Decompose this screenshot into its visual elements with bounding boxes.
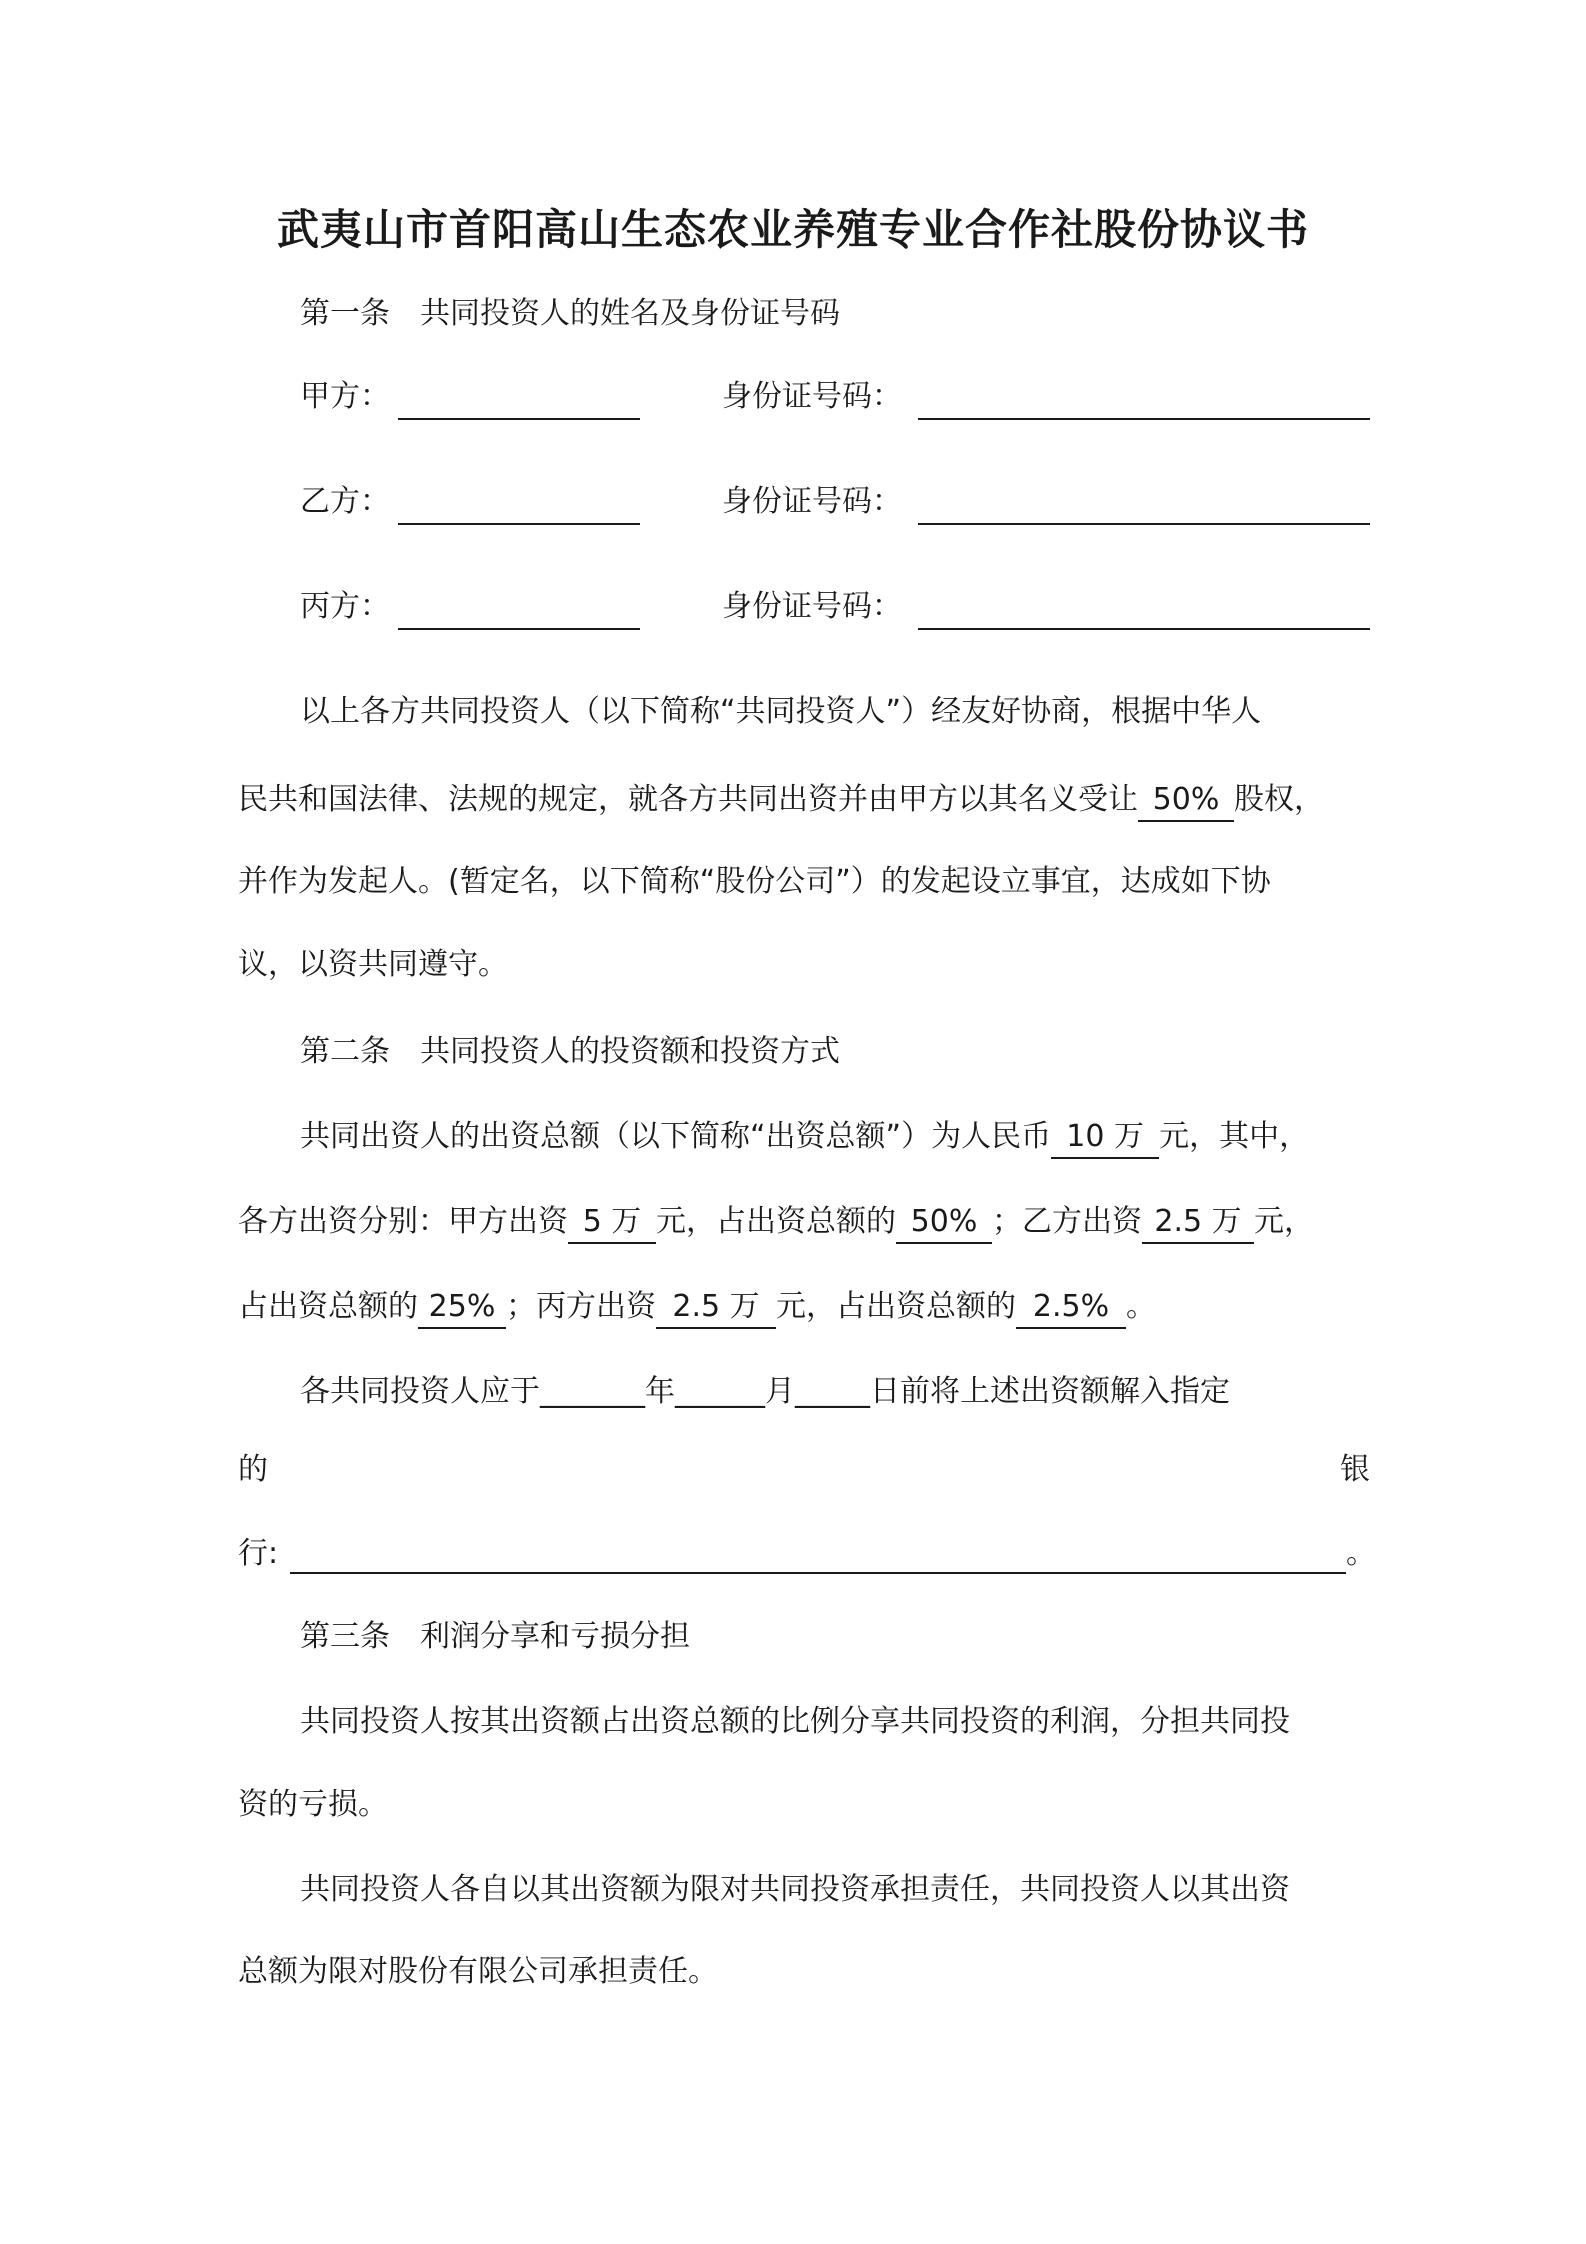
article1-para-line2-tail: 股权， [1234, 782, 1324, 817]
article1-para-line2-text: 民共和国法律、法规的规定，就各方共同出资并由甲方以其名义受让 [238, 782, 1138, 817]
share-percent-field[interactable]: 50% [1138, 780, 1234, 822]
party-a-name-blank[interactable] [398, 418, 640, 420]
party-c-name-blank[interactable] [398, 628, 640, 630]
article2-line2-tail: 元， [1254, 1204, 1314, 1239]
article2-line1 [300, 1115, 1309, 1159]
article1-para-line3: 并作为发起人。(暂定名，以下简称“股份公司”）的发起设立事宜，达成如下协 [238, 864, 1271, 899]
article1-para-line1: 以上各方共同投资人（以下简称“共同投资人”）经友好协商，根据中华人 [300, 694, 1262, 729]
party-a-id-blank[interactable] [918, 418, 1370, 420]
article2-line6-end: 。 [1346, 1536, 1376, 1571]
article2-line3 [238, 1285, 1156, 1329]
article2-line3-text2: ；丙方出资 [506, 1289, 656, 1324]
party-c-label: 丙方： [300, 589, 390, 624]
article1-heading: 第一条 共同投资人的姓名及身份证号码 [300, 296, 840, 331]
party-b-id-label: 身份证号码： [722, 484, 902, 519]
party-b-name-blank[interactable] [398, 523, 640, 525]
article2-line2-text3: ；乙方出资 [992, 1204, 1142, 1239]
article1-para-line2 [238, 778, 1324, 822]
total-amount-field[interactable]: 10 万 [1051, 1117, 1159, 1159]
party-c-percent-field[interactable]: 2.5% [1016, 1287, 1126, 1329]
article2-line5-left: 的 [238, 1452, 268, 1487]
bank-name-blank[interactable] [290, 1572, 1346, 1574]
party-b-percent-field[interactable]: 25% [418, 1287, 506, 1329]
party-b-id-blank[interactable] [918, 523, 1370, 525]
party-b-amount-field[interactable]: 2.5 万 [1142, 1202, 1254, 1244]
party-c-id-label: 身份证号码： [722, 589, 902, 624]
article2-line1-tail: 元，其中， [1159, 1119, 1310, 1154]
article2-line3-tail: 。 [1126, 1289, 1156, 1324]
party-b-label: 乙方： [300, 484, 390, 519]
document-title: 武夷山市首阳高山生态农业养殖专业合作社股份协议书 [276, 205, 1309, 254]
article3-para2-line2: 总额为限对股份有限公司承担责任。 [238, 1954, 718, 1989]
party-a-label: 甲方： [300, 379, 390, 414]
article2-line2-text2: 元，占出资总额的 [656, 1204, 896, 1239]
article2-line3-text3: 元，占出资总额的 [776, 1289, 1016, 1324]
party-a-id-label: 身份证号码： [722, 379, 902, 414]
party-a-amount-field[interactable]: 5 万 [568, 1202, 656, 1244]
article2-line5-right: 银 [1340, 1452, 1370, 1487]
article2-heading: 第二条 共同投资人的投资额和投资方式 [300, 1034, 840, 1069]
party-c-amount-field[interactable]: 2.5 万 [656, 1287, 776, 1329]
article2-line6-label: 行: [238, 1536, 279, 1571]
article3-para1-line1: 共同投资人按其出资额占出资总额的比例分享共同投资的利润，分担共同投 [300, 1704, 1290, 1739]
party-c-id-blank[interactable] [918, 628, 1370, 630]
article2-line1-text: 共同出资人的出资总额（以下简称“出资总额”）为人民币 [300, 1119, 1052, 1154]
article3-heading: 第三条 利润分享和亏损分担 [300, 1619, 690, 1654]
party-a-percent-field[interactable]: 50% [896, 1202, 992, 1244]
article3-para2-line1: 共同投资人各自以其出资额为限对共同投资承担责任，共同投资人以其出资 [300, 1872, 1290, 1907]
article3-para1-line2: 资的亏损。 [238, 1787, 388, 1822]
article1-para-line4: 议，以资共同遵守。 [238, 947, 508, 982]
article2-line4: 各共同投资人应于_______年______月_____日前将上述出资额解入指定 [300, 1374, 1230, 1409]
article2-line3-text: 占出资总额的 [238, 1289, 418, 1324]
article2-line2 [238, 1200, 1314, 1244]
article2-line2-text: 各方出资分别：甲方出资 [238, 1204, 568, 1239]
